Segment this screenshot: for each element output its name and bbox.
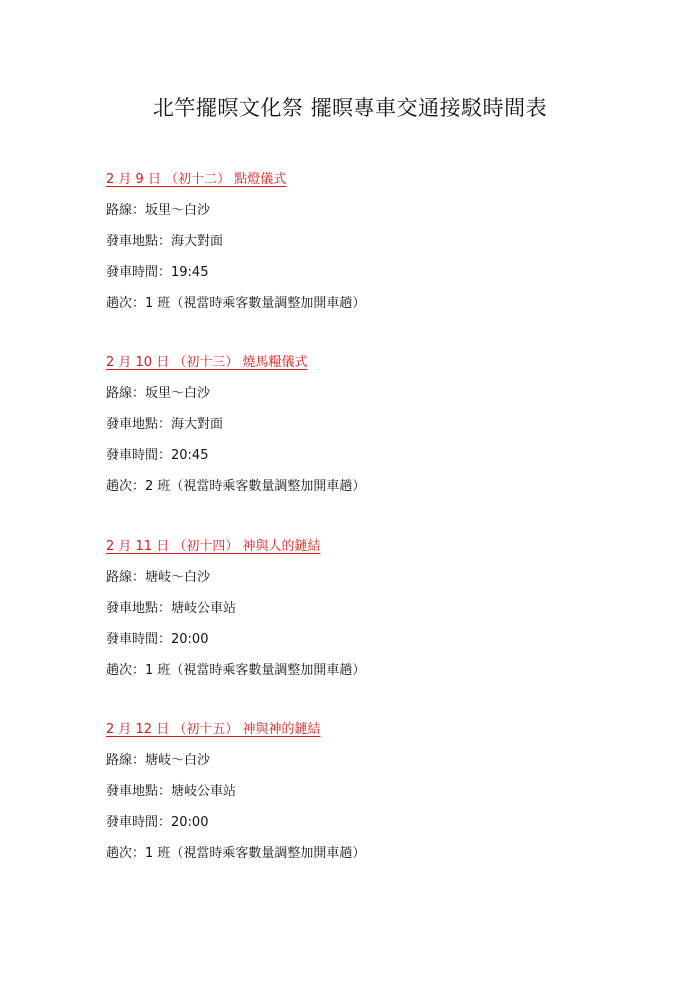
departure-time-text: 發車時間：20:45 [106, 448, 209, 463]
section-heading [106, 353, 666, 373]
trips-text: 趟次：1 班（視當時乘客數量調整加開車趟） [106, 846, 366, 861]
departure-location-text: 發車地點：海大對面 [106, 234, 224, 249]
section-heading-text: 2 月 9 日 （初十二） 點燈儀式 [106, 172, 287, 187]
departure-location-text: 發車地點：塘岐公車站 [106, 601, 237, 616]
trips-text: 趟次：2 班（視當時乘客數量調整加開車趟） [106, 479, 366, 494]
trips-text: 趟次：1 班（視當時乘客數量調整加開車趟） [106, 663, 366, 678]
departure-location-text: 發車地點：海大對面 [106, 417, 224, 432]
departure-time-text: 發車時間：19:45 [106, 265, 209, 280]
route-text: 路線：塘岐～白沙 [106, 570, 211, 585]
route-text: 路線：坂里～白沙 [106, 203, 211, 218]
schedule-section-feb-11 [106, 537, 666, 681]
departure-location-text: 發車地點：塘岐公車站 [106, 784, 237, 799]
section-heading [106, 720, 666, 740]
section-heading [106, 537, 666, 557]
section-heading-text: 2 月 12 日 （初十五） 神與神的鏈結 [106, 722, 321, 737]
route-text: 路線：塘岐～白沙 [106, 753, 211, 768]
schedule-section-feb-10 [106, 353, 666, 497]
page-title: 北竿擺暝文化祭 擺暝專車交通接駁時間表 [152, 96, 548, 120]
section-heading-text: 2 月 10 日 （初十三） 燒馬糧儀式 [106, 355, 308, 370]
section-heading-text: 2 月 11 日 （初十四） 神與人的鏈結 [106, 539, 321, 554]
trips-text: 趟次：1 班（視當時乘客數量調整加開車趟） [106, 296, 366, 311]
section-heading [106, 170, 666, 190]
departure-time-text: 發車時間：20:00 [106, 815, 209, 830]
schedule-section-feb-12 [106, 720, 666, 864]
route-text: 路線：坂里～白沙 [106, 386, 211, 401]
schedule-section-feb-9 [106, 170, 666, 314]
departure-time-text: 發車時間：20:00 [106, 632, 209, 647]
